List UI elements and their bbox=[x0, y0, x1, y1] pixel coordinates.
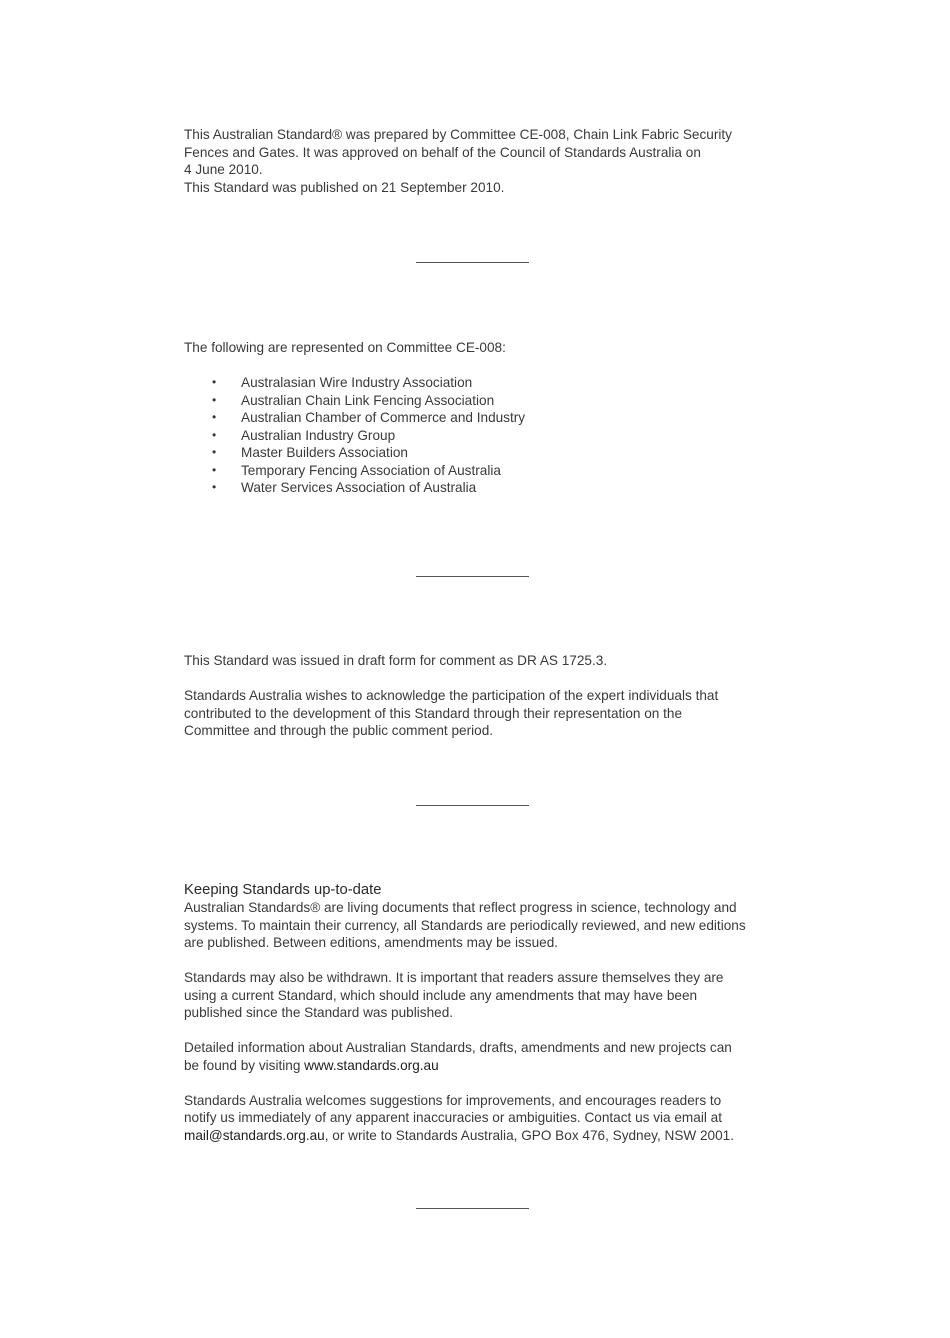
approval-section bbox=[184, 126, 784, 196]
list-item bbox=[184, 409, 784, 427]
list-item bbox=[184, 479, 784, 497]
paragraph-text: be found by visiting bbox=[184, 1057, 305, 1073]
section-divider bbox=[416, 576, 529, 577]
uptodate-section bbox=[184, 881, 804, 1144]
section-divider bbox=[416, 262, 529, 263]
publication-date: This Standard was published on 21 September 2010. bbox=[184, 179, 505, 195]
member-name: Australasian Wire Industry Association bbox=[241, 375, 473, 390]
paragraph-line: Standards Australia welcomes suggestions for improvements, and encourages readers to bbox=[184, 1092, 722, 1108]
member-name: Water Services Association of Australia bbox=[241, 480, 477, 495]
paragraph-line: Standards may also be withdrawn. It is important that readers assure themselves they are bbox=[184, 970, 724, 985]
list-item bbox=[184, 444, 784, 462]
member-name: Temporary Fencing Association of Australia bbox=[241, 462, 501, 478]
section-divider bbox=[416, 805, 529, 806]
bullet-icon: • bbox=[212, 375, 217, 389]
member-name: Australian Chain Link Fencing Association bbox=[241, 392, 495, 408]
member-name: Australian Industry Group bbox=[241, 427, 396, 443]
section-heading: Keeping Standards up-to-date bbox=[184, 882, 382, 898]
bullet-icon: • bbox=[212, 410, 217, 424]
approval-date: 4 June 2010. bbox=[184, 162, 263, 177]
approval-text-line: Fences and Gates. It was approved on behalf of the Council of Standards Australia on bbox=[184, 144, 701, 160]
acknowledgement-line: contributed to the development of this Standard through their representation on the bbox=[184, 705, 683, 721]
approval-text-line: This Australian Standard® was prepared by Committee CE-008, Chain Link Fabric Security bbox=[184, 127, 732, 142]
bullet-icon: • bbox=[212, 480, 217, 494]
list-item bbox=[184, 462, 784, 480]
list-item bbox=[184, 392, 784, 410]
paragraph-line: published since the Standard was published. bbox=[184, 1005, 454, 1020]
paragraph-line: systems. To maintain their currency, all Standards are periodically reviewed, and new editions bbox=[184, 917, 746, 933]
paragraph-line bbox=[184, 1057, 804, 1075]
list-item bbox=[184, 374, 784, 392]
member-name: Australian Chamber of Commerce and Industry bbox=[241, 410, 526, 425]
section-divider bbox=[416, 1208, 529, 1209]
bullet-icon: • bbox=[212, 427, 217, 442]
paragraph-line: using a current Standard, which should include any amendments that may have been bbox=[184, 987, 698, 1003]
committee-intro: The following are represented on Committee CE-008: bbox=[184, 340, 506, 355]
draft-notice: This Standard was issued in draft form for comment as DR AS 1725.3. bbox=[184, 653, 608, 668]
paragraph-line: Detailed information about Australian Standards, drafts, amendments and new projects can bbox=[184, 1040, 732, 1055]
paragraph-text: , or write to Standards Australia, GPO Box 476, Sydney, NSW 2001. bbox=[324, 1127, 735, 1143]
bullet-icon: • bbox=[212, 445, 217, 459]
acknowledgement-line: Committee and through the public comment period. bbox=[184, 723, 494, 738]
bullet-icon: • bbox=[212, 462, 217, 477]
acknowledgement-line: Standards Australia wishes to acknowledge the participation of the expert individuals that bbox=[184, 688, 719, 703]
website-link[interactable]: www.standards.org.au bbox=[304, 1057, 439, 1073]
paragraph-line bbox=[184, 1127, 804, 1145]
list-item bbox=[184, 427, 784, 445]
paragraph-line: are published. Between editions, amendments may be issued. bbox=[184, 935, 559, 950]
committee-section bbox=[184, 339, 784, 497]
email-link[interactable]: mail@standards.org.au bbox=[184, 1127, 325, 1143]
committee-member-list bbox=[184, 374, 784, 497]
draft-section bbox=[184, 652, 784, 740]
member-name: Master Builders Association bbox=[241, 445, 408, 460]
paragraph-line: Australian Standards® are living documents that reflect progress in science, technology and bbox=[184, 900, 737, 915]
paragraph-line: notify us immediately of any apparent inaccuracies or ambiguities. Contact us via email at bbox=[184, 1110, 722, 1125]
bullet-icon: • bbox=[212, 392, 217, 407]
